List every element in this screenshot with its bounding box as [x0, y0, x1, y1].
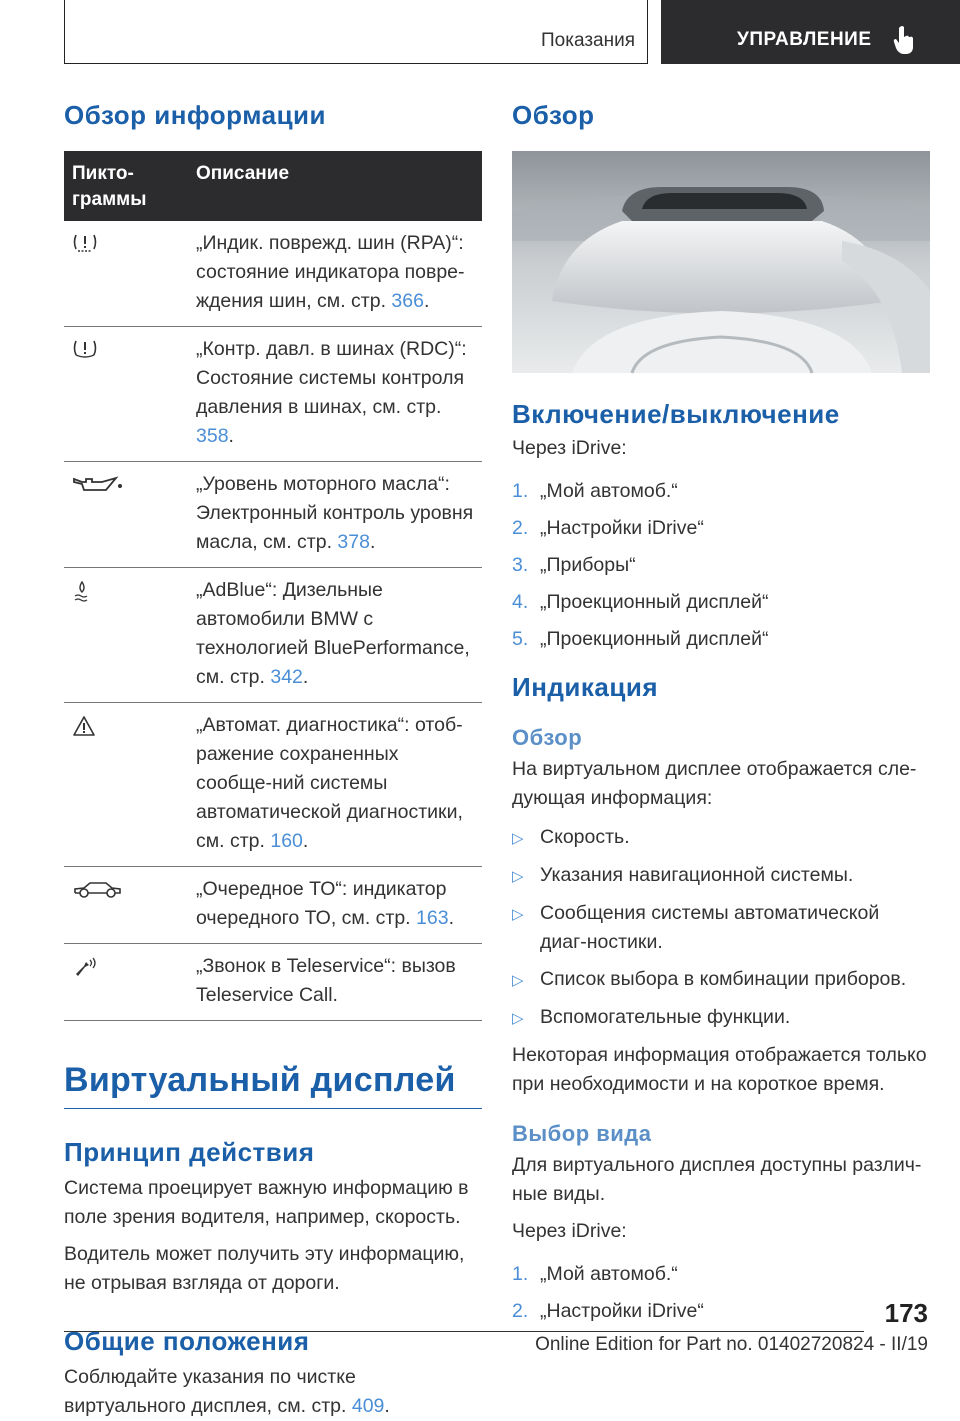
list-item: ▷ Скорость. — [512, 823, 930, 853]
page-link[interactable]: 342 — [270, 666, 303, 688]
page-link[interactable]: 358 — [196, 425, 229, 447]
via-idrive-label-2: Через iDrive: — [512, 1220, 627, 1242]
view-selection-steps — [512, 1260, 930, 1326]
triangle-bullet-icon: ▷ — [512, 972, 524, 989]
table-row: „Автомат. диагностика“: отоб-ражение сохраненных сообще-ний системы автоматической диагностики, см. стр. 160. — [64, 703, 482, 867]
page-link[interactable]: 366 — [391, 290, 424, 312]
triangle-bullet-icon: ▷ — [512, 906, 524, 923]
page-link[interactable]: 163 — [416, 907, 449, 929]
page-link[interactable]: 160 — [270, 830, 303, 852]
list-item: ▷ Вспомогательные функции. — [512, 1003, 930, 1033]
indication-title: Индикация — [512, 672, 658, 702]
header-breadcrumb-box — [64, 0, 648, 64]
list-item: 5. „Проекционный дисплей“ — [512, 628, 769, 650]
list-item: ▷ Список выбора в комбинации приборов. — [512, 965, 930, 995]
pointing-hand-icon — [893, 25, 915, 55]
on-off-title: Включение/выключение — [512, 399, 840, 429]
table-header-pictograms: Пикто- граммы — [64, 151, 188, 221]
via-idrive-label: Через iDrive: — [512, 437, 627, 459]
right-column — [512, 100, 930, 1334]
pictogram-table — [64, 151, 482, 1021]
oil-can-icon — [72, 474, 124, 496]
page-link[interactable]: 409 — [351, 1395, 385, 1417]
table-row: „Очередное ТО“: индикатор очередного ТО, см. стр. 163. — [64, 867, 482, 944]
indication-overview-subtitle: Обзор — [512, 725, 583, 750]
row-description: „Звонок в Teleservice“: вызов Teleservice Call. — [196, 955, 456, 1006]
list-item: 1. „Мой автомоб.“ — [512, 480, 678, 502]
left-column — [64, 100, 482, 1421]
principle-title: Принцип действия — [64, 1137, 315, 1167]
row-description: „Очередное ТО“: индикатор очередного ТО, см. стр. — [196, 878, 447, 929]
triangle-bullet-icon: ▷ — [512, 830, 524, 847]
principle-paragraph-2: Водитель может получить эту информацию, не отрывая взгляда от дороги. — [64, 1243, 465, 1294]
view-selection-paragraph: Для виртуального дисплея доступны различ-ные виды. — [512, 1154, 922, 1205]
tire-warning-icon — [72, 233, 98, 255]
table-row: „Контр. давл. в шинах (RDC)“: Состояние системы контроля давления в шинах, см. стр. 358. — [64, 327, 482, 462]
row-description: „Контр. давл. в шинах (RDC)“: Состояние системы контроля давления в шинах, см. стр. — [196, 338, 467, 418]
table-row: „Уровень моторного масла“: Электронный контроль уровня масла, см. стр. 378. — [64, 462, 482, 568]
page-header — [0, 0, 960, 66]
view-selection-title: Выбор вида — [512, 1121, 652, 1146]
breadcrumb[interactable]: Показания — [541, 30, 635, 51]
tire-pressure-icon — [72, 339, 98, 361]
row-description: „AdBlue“: Дизельные автомобили BMW с технологией BluePerformance, см. стр. — [196, 579, 470, 688]
triangle-bullet-icon: ▷ — [512, 1010, 524, 1027]
list-item: 2. „Настройки iDrive“ — [512, 517, 704, 539]
section-title[interactable]: УПРАВЛЕНИЕ — [737, 29, 872, 50]
table-row: „AdBlue“: Дизельные автомобили BMW с технологией BluePerformance, см. стр. 342. — [64, 568, 482, 703]
page-link[interactable]: 378 — [337, 531, 370, 553]
table-row: „Индик. поврежд. шин (RPA)“: состояние индикатора повре-ждения шин, см. стр. 366. — [64, 221, 482, 327]
general-paragraph: Соблюдайте указания по чистке виртуального дисплея, см. стр. 409. — [64, 1366, 390, 1417]
virtual-display-heading-block — [64, 1061, 482, 1109]
head-up-display-photo — [512, 151, 930, 373]
indication-paragraph: На виртуальном дисплее отображается сле-дующая информация: — [512, 758, 917, 809]
teleservice-icon — [72, 956, 100, 978]
footer-edition: Online Edition for Part no. 01402720824 - II/19 — [535, 1334, 928, 1355]
overview-info-title: Обзор информации — [64, 100, 327, 130]
page-number: 173 — [884, 1298, 928, 1328]
indication-bullets — [512, 823, 930, 1033]
table-header-description: Описание — [188, 151, 482, 221]
footer-divider — [64, 1331, 864, 1332]
service-car-icon — [72, 879, 124, 901]
list-item: 2. „Настройки iDrive“ — [512, 1300, 704, 1322]
list-item: ▷ Указания навигационной системы. — [512, 861, 930, 891]
general-title: Общие положения — [64, 1326, 310, 1356]
row-description: „Автомат. диагностика“: отоб-ражение сохраненных сообще-ний системы автоматической диагностики, см. стр. — [196, 714, 463, 852]
overview-title: Обзор — [512, 100, 595, 130]
list-item: 4. „Проекционный дисплей“ — [512, 591, 769, 613]
principle-paragraph-1: Система проецирует важную информацию в поле зрения водителя, например, скорость. — [64, 1177, 469, 1228]
warning-triangle-icon — [72, 715, 96, 737]
triangle-bullet-icon: ▷ — [512, 868, 524, 885]
indication-paragraph-2: Некоторая информация отображается только при необходимости и на короткое время. — [512, 1044, 927, 1095]
header-section-box — [661, 0, 960, 64]
list-item: ▷ Сообщения системы автоматической диаг-ностики. — [512, 899, 930, 957]
list-item: 3. „Приборы“ — [512, 554, 636, 576]
row-description: „Индик. поврежд. шин (RPA)“: состояние индикатора повре-ждения шин, см. стр. — [196, 232, 465, 312]
table-row — [64, 944, 482, 1021]
virtual-display-title: Виртуальный дисплей — [64, 1061, 456, 1099]
row-description: „Уровень моторного масла“: Электронный контроль уровня масла, см. стр. — [196, 473, 474, 553]
adblue-icon — [72, 580, 92, 604]
list-item: 1. „Мой автомоб.“ — [512, 1263, 678, 1285]
on-off-steps — [512, 477, 930, 654]
